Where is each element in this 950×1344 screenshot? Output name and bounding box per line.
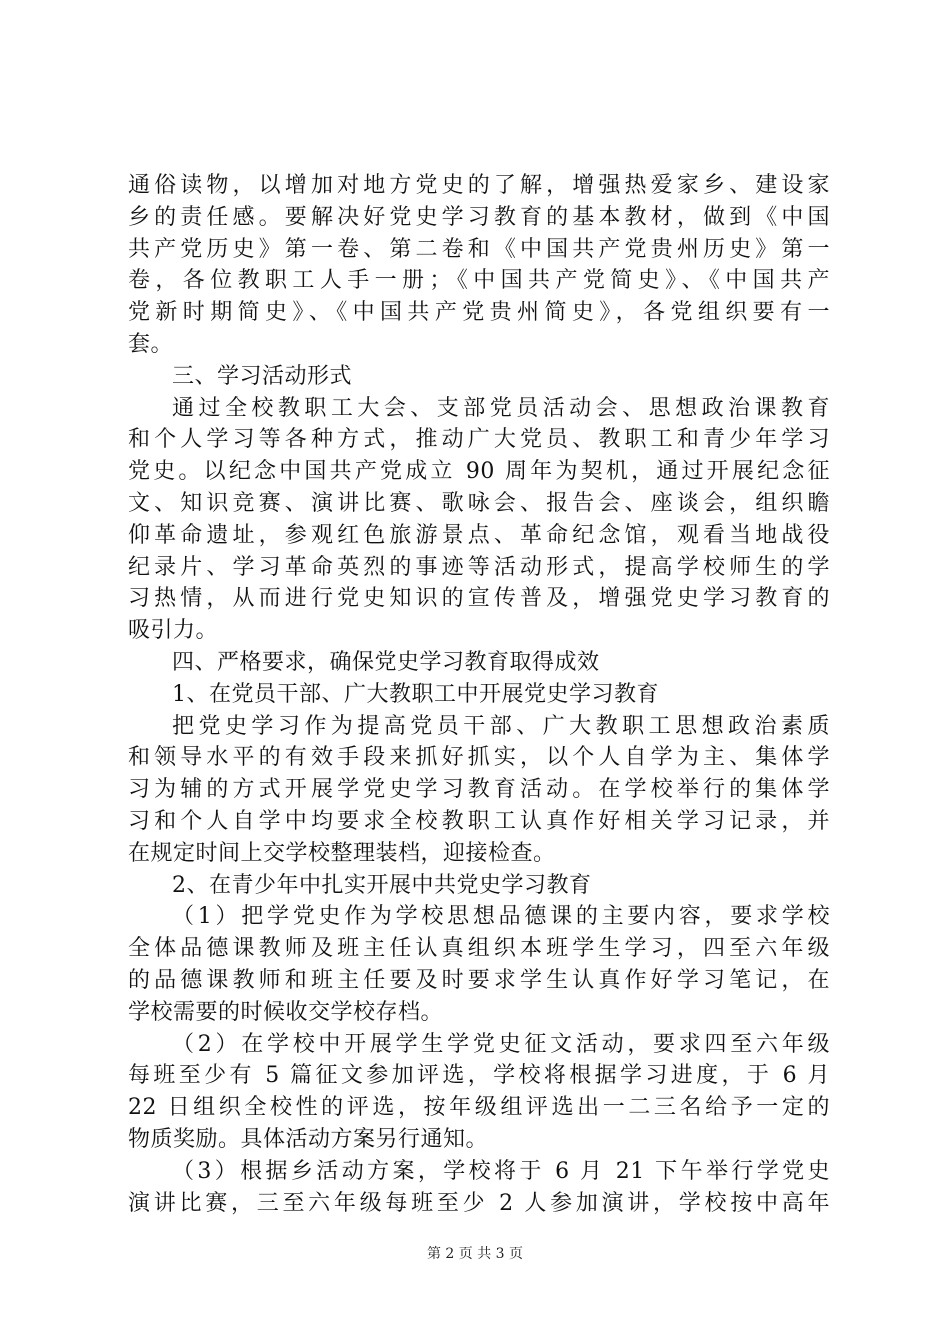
body-line: 乡的责任感。要解决好党史学习教育的基本教材，做到《中国 [128, 204, 830, 230]
body-line: 习为辅的方式开展学党史学习教育活动。在学校举行的集体学 [128, 777, 830, 803]
paragraph-first-line: （2）在学校中开展学生学党史征文活动，要求四至六年级 [172, 1031, 830, 1057]
body-line: 党史。以纪念中国共产党成立 90 周年为契机，通过开展纪念征 [128, 459, 830, 485]
page-number-footer: 第 2 页 共 3 页 [426, 1246, 524, 1262]
body-line: 演讲比赛，三至六年级每班至少 2 人参加演讲，学校按中高年 [128, 1190, 830, 1216]
body-line: 文、知识竞赛、演讲比赛、歌咏会、报告会、座谈会，组织瞻 [128, 490, 830, 516]
body-line: 物质奖励。具体活动方案另行通知。 [128, 1126, 489, 1152]
body-line: 党新时期简史》、《中国共产党贵州简史》，各党组织要有一 [128, 300, 830, 326]
subsection-heading: 1、在党员干部、广大教职工中开展党史学习教育 [172, 681, 659, 707]
body-line: 和个人学习等各种方式，推动广大党员、教职工和青少年学习 [128, 427, 830, 453]
paragraph-first-line: 把党史学习作为提高党员干部、广大教职工思想政治素质 [172, 713, 830, 739]
body-line: 学校需要的时候收交学校存档。 [128, 999, 444, 1025]
body-line: 吸引力。 [128, 618, 219, 644]
section-heading: 四、严格要求，确保党史学习教育取得成效 [172, 649, 600, 675]
body-line: 在规定时间上交学校整理装档，迎接检查。 [128, 840, 556, 866]
paragraph-first-line: 通过全校教职工大会、支部党员活动会、思想政治课教育 [172, 395, 830, 421]
body-line: 仰革命遗址，参观红色旅游景点、革命纪念馆，观看当地战役 [128, 522, 830, 548]
subsection-heading: 2、在青少年中扎实开展中共党史学习教育 [172, 872, 592, 898]
document-body [128, 170, 830, 1219]
body-line: 习和个人自学中均要求全校教职工认真作好相关学习记录，并 [128, 808, 830, 834]
body-line: 22 日组织全校性的评选，按年级组评选出一二三名给予一定的 [128, 1095, 830, 1121]
body-line: 全体品德课教师及班主任认真组织本班学生学习，四至六年级 [128, 936, 830, 962]
paragraph-first-line: （1）把学党史作为学校思想品德课的主要内容，要求学校 [172, 904, 830, 930]
body-line: 套。 [128, 331, 174, 357]
body-line: 习热情，从而进行党史知识的宣传普及，增强党史学习教育的 [128, 586, 830, 612]
body-line: 共产党历史》第一卷、第二卷和《中国共产党贵州历史》第一 [128, 236, 830, 262]
body-line: 通俗读物，以增加对地方党史的了解，增强热爱家乡、建设家 [128, 173, 830, 198]
section-heading: 三、学习活动形式 [172, 363, 353, 389]
paragraph-first-line: （3）根据乡活动方案，学校将于 6 月 21 下午举行学党史 [172, 1158, 830, 1184]
body-line: 每班至少有 5 篇征文参加评选，学校将根据学习进度，于 6 月 [128, 1063, 830, 1089]
body-line: 纪录片、学习革命英烈的事迹等活动形式，提高学校师生的学 [128, 554, 830, 580]
body-line: 的品德课教师和班主任要及时要求学生认真作好学习笔记，在 [128, 967, 830, 993]
body-line: 和领导水平的有效手段来抓好抓实，以个人自学为主、集体学 [128, 745, 830, 771]
body-line: 卷，各位教职工人手一册；《中国共产党简史》、《中国共产 [128, 268, 830, 294]
